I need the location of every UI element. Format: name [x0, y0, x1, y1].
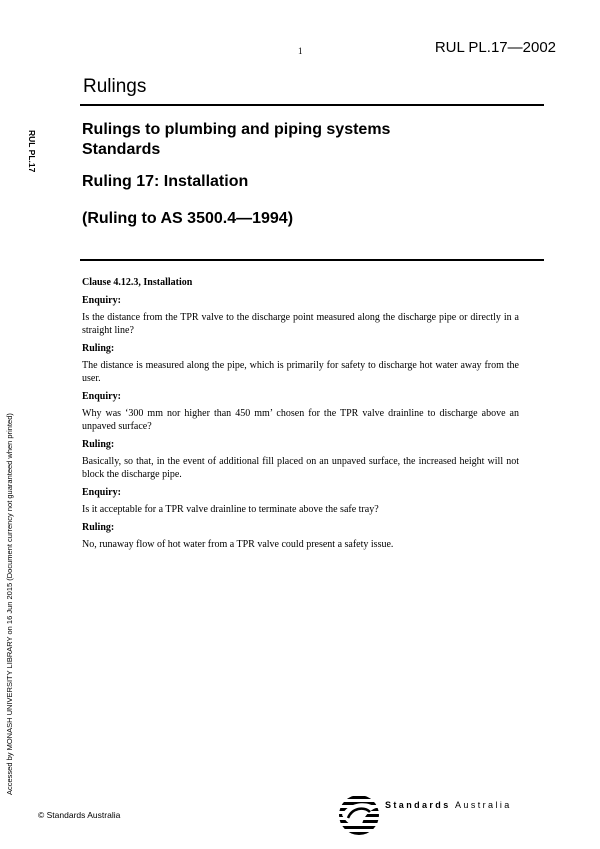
top-rule	[80, 104, 544, 106]
main-heading	[82, 120, 390, 160]
ruling-label: Ruling:	[82, 522, 115, 533]
enquiry-label: Enquiry:	[82, 295, 121, 306]
ruling-number: Ruling 17: Installation	[82, 173, 249, 190]
main-heading-line1: Rulings to plumbing and piping systems	[82, 121, 391, 138]
body-content	[82, 276, 519, 556]
section-title: Rulings	[83, 76, 147, 97]
page-number: 1	[298, 46, 303, 56]
ruling-label: Ruling:	[82, 439, 115, 450]
enquiry-label: Enquiry:	[82, 487, 121, 498]
copyright-notice: © Standards Australia	[38, 810, 121, 820]
ruling-label: Ruling:	[82, 343, 115, 354]
side-document-tag: RUL PL.17	[27, 130, 37, 173]
clause-heading: Clause 4.12.3, Installation	[82, 277, 193, 288]
ruling-text: No, runaway flow of hot water from a TPR valve could present a safety issue.	[82, 539, 394, 550]
brand-light: Australia	[455, 800, 512, 810]
enquiry-text: Why was ‘300 mm nor higher than 450 mm’ chosen for the TPR valve drainline to discharge above an unpaved surface?	[82, 408, 519, 432]
enquiry-text: Is the distance from the TPR valve to the discharge point measured along the discharge pipe or directly in a straight line?	[82, 312, 519, 336]
enquiry-text: Is it acceptable for a TPR valve drainline to terminate above the safe tray?	[82, 504, 379, 515]
brand-wordmark	[385, 800, 512, 810]
standards-australia-globe-icon	[338, 794, 380, 836]
main-heading-line2: Standards	[82, 141, 161, 158]
enquiry-label: Enquiry:	[82, 391, 121, 402]
document-id: RUL PL.17—2002	[434, 39, 556, 56]
brand-bold: Standards	[385, 800, 451, 810]
ruling-text: Basically, so that, in the event of additional fill placed on an unpaved surface, the increased height will not block the discharge pipe.	[82, 456, 519, 480]
bottom-rule	[80, 259, 544, 261]
ruling-reference: (Ruling to AS 3500.4—1994)	[82, 210, 294, 227]
side-access-notice: Accessed by MONASH UNIVERSITY LIBRARY on 16 Jun 2015 (Document currency not guaranteed when printed)	[5, 413, 14, 795]
ruling-text: The distance is measured along the pipe, which is primarily for safety to discharge hot water away from the user.	[82, 360, 519, 384]
